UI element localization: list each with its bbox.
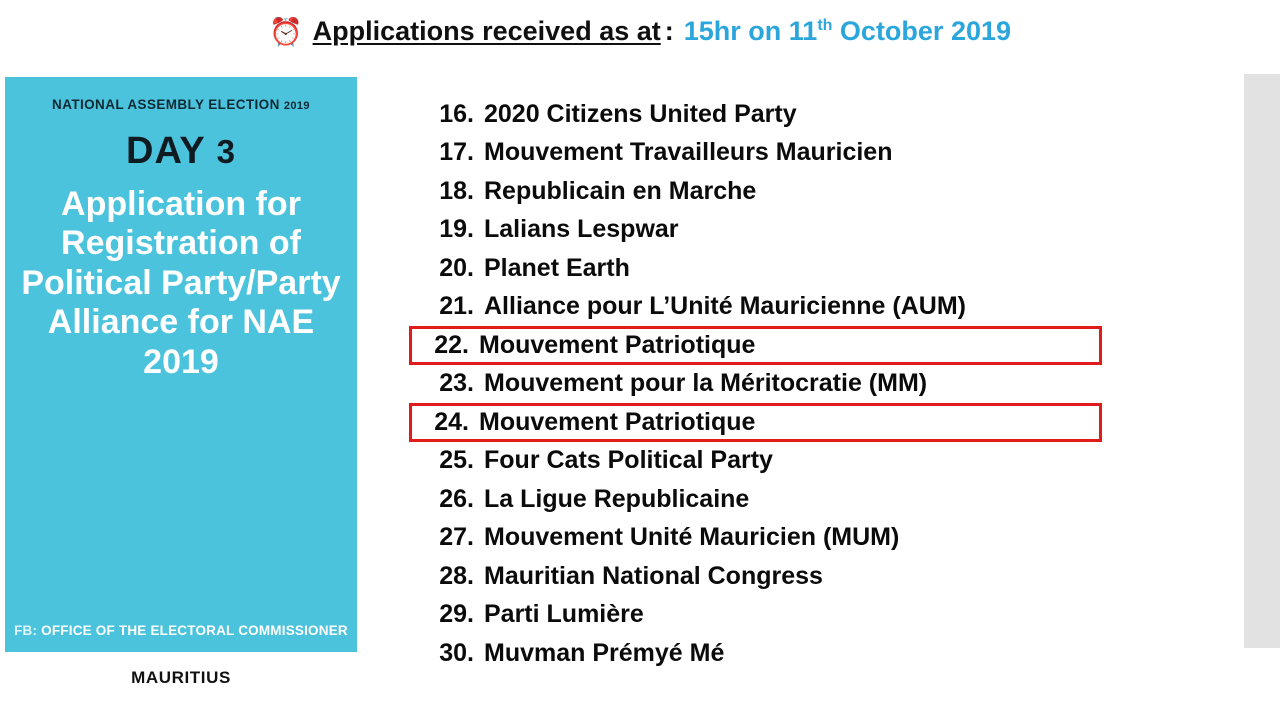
poster-title: Application for Registration of Political Party/Party Alliance for NAE 2019 (21, 185, 341, 381)
list-item (418, 519, 1118, 558)
list-item-index: 23. (439, 369, 474, 398)
list-item (418, 557, 1118, 596)
list-item-index: 24. (434, 407, 469, 436)
poster-eyebrow (15, 97, 347, 112)
header-time-superscript: th (817, 17, 833, 34)
list-item-name: Mouvement Unité Mauricien (MUM) (484, 523, 900, 552)
list-item (418, 634, 1118, 673)
list-item (418, 442, 1118, 481)
list-item (418, 249, 1118, 288)
poster-footer-text: OFFICE OF THE ELECTORAL COMMISSIONER (37, 623, 348, 638)
list-item (409, 403, 1102, 442)
list-item-name: Mouvement Patriotique (479, 407, 756, 436)
list-item-index: 21. (439, 292, 474, 321)
poster-footer (5, 623, 357, 638)
list-item (418, 134, 1118, 173)
list-item-index: 29. (439, 600, 474, 629)
list-item-index: 17. (439, 138, 474, 167)
list-item (418, 211, 1118, 250)
poster-eyebrow-main: NATIONAL ASSEMBLY ELECTION (52, 97, 284, 112)
header-colon: : (664, 16, 674, 46)
list-item-index: 30. (439, 638, 474, 667)
list-item-index: 28. (439, 561, 474, 590)
list-item (418, 95, 1118, 134)
alarm-clock-icon: ⏰ (268, 17, 303, 47)
list-item-name: Republicain en Marche (484, 176, 757, 205)
header-time-prefix: 15hr on 11 (683, 16, 818, 46)
list-item-index: 26. (439, 484, 474, 513)
list-item-name: Alliance pour L’Unité Mauricienne (AUM) (484, 292, 966, 321)
list-item (418, 480, 1118, 519)
list-item-index: 25. (439, 446, 474, 475)
right-edge-strip (1244, 74, 1280, 648)
list-item-name: Planet Earth (484, 253, 630, 282)
header (0, 16, 1280, 47)
poster-country-label: MAURITIUS (131, 668, 231, 687)
list-item (418, 288, 1118, 327)
list-item-name: 2020 Citizens United Party (484, 99, 797, 128)
list-item-index: 20. (439, 253, 474, 282)
bottom-edge-strip (0, 714, 1280, 720)
list-item-name: Lalians Lespwar (484, 215, 679, 244)
header-timestamp (684, 16, 1011, 47)
list-item-index: 19. (439, 215, 474, 244)
list-item-name: Four Cats Political Party (484, 446, 773, 475)
header-time-suffix: October 2019 (832, 16, 1012, 46)
poster-eyebrow-year: 2019 (283, 100, 310, 112)
applications-list (418, 95, 1118, 673)
poster-day-number: 3 (216, 133, 236, 170)
list-item-name: La Ligue Republicaine (484, 484, 750, 513)
poster-day-label: DAY (126, 130, 217, 172)
poster-day (15, 130, 347, 173)
list-item (418, 172, 1118, 211)
list-item-index: 27. (439, 523, 474, 552)
poster-panel (5, 77, 357, 652)
list-item-name: Mouvement Travailleurs Mauricien (484, 138, 893, 167)
list-item-index: 22. (434, 330, 469, 359)
header-label: Applications received as at (312, 16, 661, 46)
list-item-index: 16. (439, 99, 474, 128)
list-item-name: Mauritian National Congress (484, 561, 823, 590)
list-item (409, 326, 1102, 365)
list-item-name: Parti Lumière (484, 600, 644, 629)
list-item-index: 18. (439, 176, 474, 205)
list-item-name: Muvman Prémyé Mé (484, 638, 725, 667)
list-item-name: Mouvement Patriotique (479, 330, 756, 359)
list-item-name: Mouvement pour la Méritocratie (MM) (484, 369, 928, 398)
list-item (418, 365, 1118, 404)
poster-footer-fb: FB: (14, 623, 38, 638)
list-item (418, 596, 1118, 635)
